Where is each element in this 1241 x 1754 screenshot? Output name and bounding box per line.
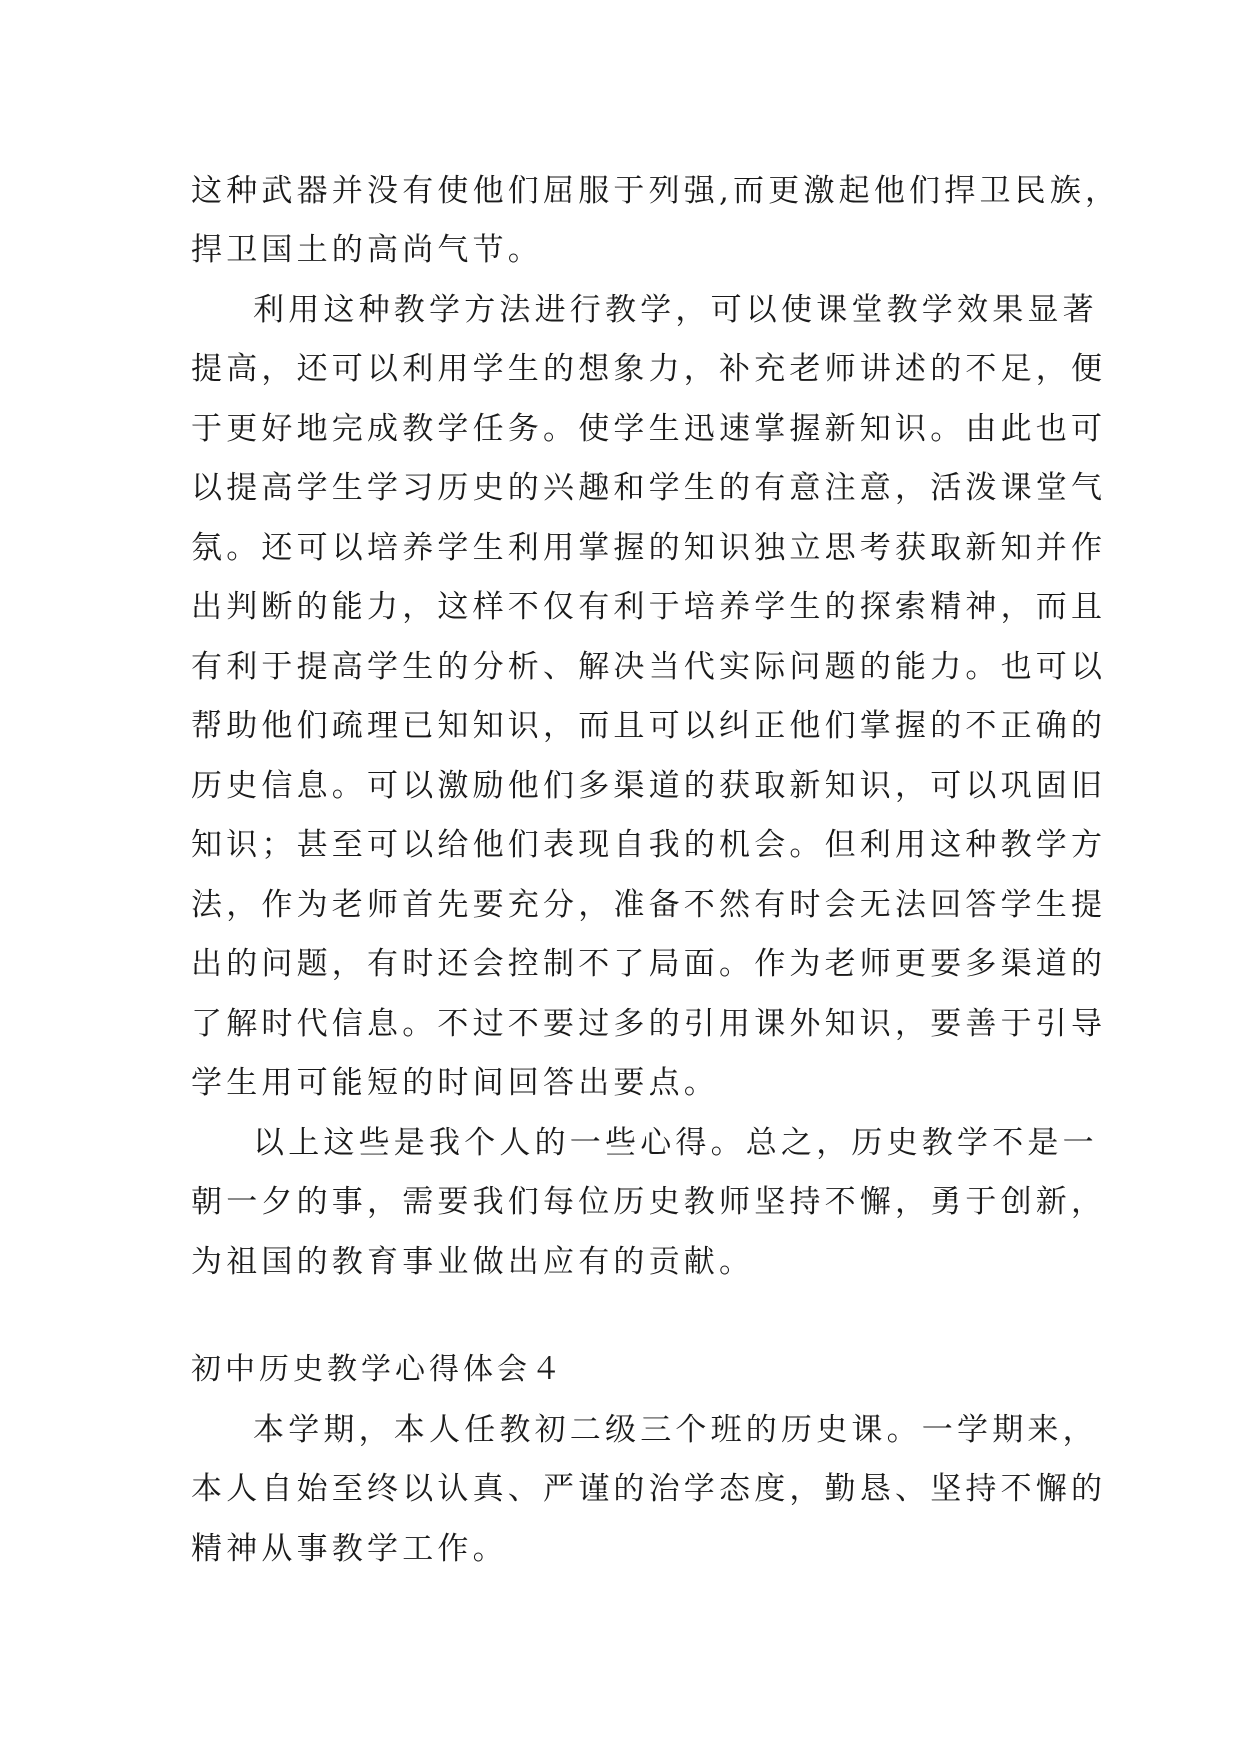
paragraph-line: 精神从事教学工作。 xyxy=(191,1531,508,1567)
paragraph-line: 朝一夕的事，需要我们每位历史教师坚持不懈，勇于创新， xyxy=(191,1184,1107,1220)
paragraph-line: 以上这些是我个人的一些心得。总之，历史教学不是一 xyxy=(253,1125,1098,1161)
paragraph-line: 于更好地完成教学任务。使学生迅速掌握新知识。由此也可 xyxy=(191,411,1107,447)
section-heading: 初中历史教学心得体会４ xyxy=(191,1352,565,1387)
paragraph-line: 帮助他们疏理已知知识，而且可以纠正他们掌握的不正确的 xyxy=(191,708,1107,744)
paragraph-line: 氛。还可以培养学生利用掌握的知识独立思考获取新知并作 xyxy=(191,530,1107,566)
paragraph-line: 为祖国的教育事业做出应有的贡献。 xyxy=(191,1244,755,1280)
paragraph-line: 知识；甚至可以给他们表现自我的机会。但利用这种教学方 xyxy=(191,827,1107,863)
paragraph-line: 出的问题，有时还会控制不了局面。作为老师更要多渠道的 xyxy=(191,946,1107,982)
paragraph-line: 法，作为老师首先要充分，准备不然有时会无法回答学生提 xyxy=(191,887,1107,923)
paragraph-line: 历史信息。可以激励他们多渠道的获取新知识，可以巩固旧 xyxy=(191,768,1107,804)
paragraph-line: 本学期，本人任教初二级三个班的历史课。一学期来， xyxy=(253,1412,1098,1448)
paragraph-line: 了解时代信息。不过不要过多的引用课外知识，要善于引导 xyxy=(191,1006,1107,1042)
paragraph-line: 学生用可能短的时间回答出要点。 xyxy=(191,1065,719,1101)
paragraph-line: 出判断的能力，这样不仅有利于培养学生的探索精神，而且 xyxy=(191,589,1107,625)
paragraph-line: 以提高学生学习历史的兴趣和学生的有意注意，活泼课堂气 xyxy=(191,470,1107,506)
paragraph-line: 捍卫国土的高尚气节。 xyxy=(191,232,543,268)
paragraph-line: 利用这种教学方法进行教学，可以使课堂教学效果显著 xyxy=(253,292,1098,328)
paragraph-line: 这种武器并没有使他们屈服于列强,而更激起他们捍卫民族， xyxy=(191,173,1121,209)
paragraph-line: 有利于提高学生的分析、解决当代实际问题的能力。也可以 xyxy=(191,649,1107,685)
paragraph-line: 提高，还可以利用学生的想象力，补充老师讲述的不足，便 xyxy=(191,351,1107,387)
paragraph-line: 本人自始至终以认真、严谨的治学态度，勤恳、坚持不懈的 xyxy=(191,1471,1107,1507)
